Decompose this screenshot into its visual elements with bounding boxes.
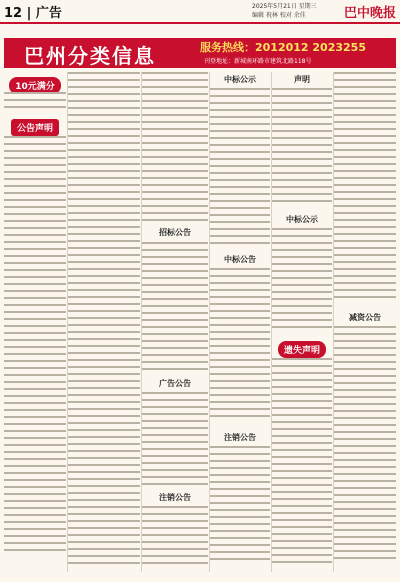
text-block <box>68 72 140 569</box>
section-badge: 遗失声明 <box>278 341 326 358</box>
text-block <box>142 242 208 375</box>
text-block <box>210 446 270 565</box>
text-block <box>272 88 332 207</box>
date-line: 2025年5月21日 星期三 <box>252 3 317 10</box>
text-block <box>210 268 270 422</box>
text-block <box>272 228 332 333</box>
banner-title: 巴州分类信息 <box>24 44 156 68</box>
text-block <box>142 72 208 226</box>
column-1 <box>4 72 66 572</box>
classified-banner <box>4 38 396 68</box>
text-block <box>334 326 396 564</box>
column-2 <box>68 72 140 572</box>
section-badge: 公告声明 <box>11 119 59 136</box>
column-5 <box>272 72 332 572</box>
column-4 <box>210 72 270 572</box>
text-block <box>4 92 66 113</box>
page-header <box>0 0 400 24</box>
text-block <box>4 136 66 556</box>
newspaper-brand: 巴中晚报 <box>343 6 396 21</box>
text-block <box>142 392 208 490</box>
banner-address: 刊登地址：新城南环路市建筑北路118号 <box>204 58 312 65</box>
service-hotline: 服务热线：2012012 2023255 <box>200 41 366 54</box>
notice-title: 招标公告 <box>159 228 191 237</box>
notice-title: 注销公告 <box>159 493 191 502</box>
text-block <box>210 88 270 249</box>
notice-title: 声明 <box>294 75 310 84</box>
notice-title: 广告公告 <box>159 379 191 388</box>
text-block <box>142 506 208 569</box>
notice-title: 中标公示 <box>224 75 256 84</box>
notice-title: 注销公告 <box>224 433 256 442</box>
column-6 <box>334 72 396 572</box>
notice-title: 减资公告 <box>349 313 381 322</box>
text-block <box>272 358 332 568</box>
text-block <box>334 72 396 303</box>
column-3 <box>142 72 208 572</box>
page-number: 12 | 广告 <box>4 6 62 21</box>
notice-title: 中标公告 <box>224 255 256 264</box>
section-badge: 10元满分 <box>9 77 61 94</box>
notice-title: 中标公示 <box>286 215 318 224</box>
editor-line: 编辑 祝林 校对 余佳 <box>252 12 306 19</box>
